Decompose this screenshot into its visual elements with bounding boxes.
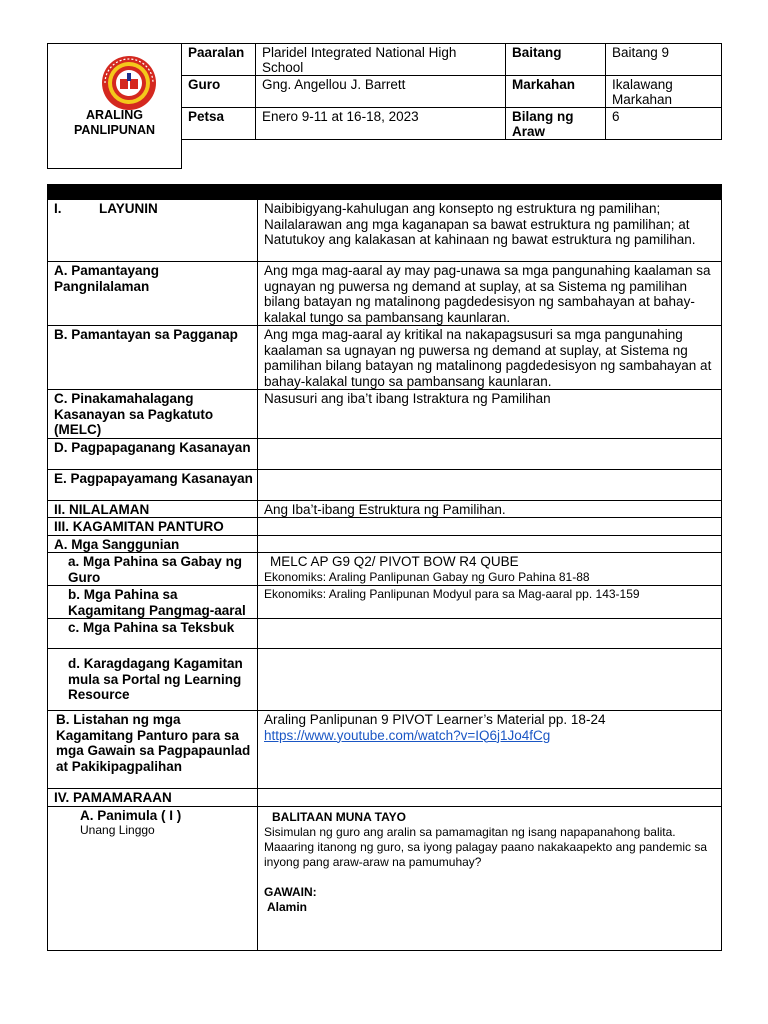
subject-logo-box [47, 43, 182, 169]
header-row-teacher [182, 76, 722, 108]
grade-value: Baitang 9 [606, 44, 722, 76]
a-label: A. Pamantayang Pangnilalaman [48, 262, 258, 326]
gawain-label: GAWAIN: [264, 884, 317, 899]
d-text [258, 438, 722, 469]
row-teksbuk [48, 619, 722, 649]
row-kagamitang-pangmag-aaral [48, 586, 722, 619]
grade-label: Baitang [506, 44, 606, 76]
subject-title [48, 108, 181, 138]
row-listahan-kagamitan [48, 711, 722, 789]
row-pamantayan-pagganap [48, 326, 722, 390]
row-gabay-guro [48, 553, 722, 586]
row-pagpapaganang [48, 438, 722, 469]
quarter-value: Ikalawang Markahan [606, 76, 722, 108]
row-pagpapayamang [48, 469, 722, 500]
panimula-sub: Unang Linggo [80, 823, 155, 837]
panimula-cell [48, 806, 258, 950]
e-label: E. Pagpapayamang Kasanayan [48, 469, 258, 500]
panimula-content [258, 806, 722, 950]
row-nilalaman [48, 500, 722, 518]
alamin-label: Alamin [267, 899, 308, 914]
lesson-plan-table [47, 184, 722, 951]
sb-text: Ekonomiks: Araling Panlipunan Modyul para sa Mag-aaral pp. 143-159 [258, 586, 722, 619]
listahan-label: B. Listahan ng mga Kagamitang Panturo para sa mga Gawain sa Pagpapaunlad at Pakikipagpalihan [48, 711, 258, 789]
days-value: 6 [606, 108, 722, 140]
b-label: B. Pamantayan sa Pagganap [48, 326, 258, 390]
header-row-school [182, 44, 722, 76]
row-pamantayang-pangnilalaman [48, 262, 722, 326]
subject-line-2: PANLIPUNAN [73, 123, 156, 137]
row-pamamaraan [48, 789, 722, 807]
layunin-text: Naibibigyang-kahulugan ang konsepto ng estruktura ng pamilihan; Nailalarawan ang mga kaganapan sa bawat estruktura ng pamilihan; at Natutukoy ang kalakasan at kahinaan ng bawat estruktura ng pamilihan. [258, 200, 722, 262]
date-label: Petsa [182, 108, 256, 140]
ii-label: II. NILALAMAN [48, 500, 258, 518]
sa-text-2: Ekonomiks: Araling Panlipunan Gabay ng Guro Pahina 81-88 [264, 569, 590, 584]
school-value: Plaridel Integrated National High School [256, 44, 506, 76]
row-kagamitan-panturo [48, 518, 722, 536]
row-panimula [48, 806, 722, 950]
row-sanggunian [48, 535, 722, 553]
date-value: Enero 9-11 at 16-18, 2023 [256, 108, 506, 140]
c-text: Nasusuri ang iba’t ibang Istraktura ng Pamilihan [258, 390, 722, 439]
sd-label: d. Karagdagang Kagamitan mula sa Portal ng Learning Resource [48, 649, 258, 711]
panimula-label: A. Panimula ( I ) [80, 807, 182, 823]
quarter-label: Markahan [506, 76, 606, 108]
days-label: Bilang ng Araw [506, 108, 606, 140]
balitaan-text: Sisimulan ng guro ang aralin sa pamamagitan ng isang napapanahong balita. Maaaring itanong ng guro, sa iyong palagay paano nakakaapekto ang pandemic sa inyong pang araw-araw na pamumuhay? [264, 824, 707, 869]
sa-text-1: MELC AP G9 Q2/ PIVOT BOW R4 QUBE [270, 554, 519, 569]
iv-label: IV. PAMAMARAAN [48, 789, 258, 807]
row-karagdagang-kagamitan [48, 649, 722, 711]
school-seal-icon [101, 55, 157, 111]
sc-label: c. Mga Pahina sa Teksbuk [48, 619, 258, 649]
header-info-table [181, 43, 722, 140]
header-row-date [182, 108, 722, 140]
a-text: Ang mga mag-aaral ay may pag-unawa sa mga pangunahing kaalaman sa ugnayan ng puwersa ng demand at suplay, at sa Sistema ng pamilihan bilang batayan ng matalinong pagdedesisyon ng sambahayan at bahay-kalakal tungo sa pambansang kaunlaran. [258, 262, 722, 326]
teacher-value: Gng. Angellou J. Barrett [256, 76, 506, 108]
d-label: D. Pagpapaganang Kasanayan [48, 438, 258, 469]
subject-line-1: ARALING [86, 108, 143, 122]
ii-text: Ang Iba’t-ibang Estruktura ng Pamilihan. [258, 500, 722, 518]
b-text: Ang mga mag-aaral ay kritikal na nakapagsusuri sa mga pangunahing kaalaman sa ugnayan ng puwersa ng demand at suplay, at Sistema ng pamilihan bilang batayan ng matalinong pagdedesisyon ng sambahayan at bahay-kalakal tungo sa pambansang kaunlaran. [258, 326, 722, 390]
c-label: C. Pinakamahalagang Kasanayan sa Pagkatuto (MELC) [48, 390, 258, 439]
row-melc [48, 390, 722, 439]
sanggunian-label: A. Mga Sanggunian [48, 535, 258, 553]
e-text [258, 469, 722, 500]
iii-label: III. KAGAMITAN PANTURO [48, 518, 258, 536]
sa-cell [258, 553, 722, 586]
school-label: Paaralan [182, 44, 256, 76]
sa-label: a. Mga Pahina sa Gabay ng Guro [48, 553, 258, 586]
listahan-cell [258, 711, 722, 789]
youtube-link[interactable]: https://www.youtube.com/watch?v=IQ6j1Jo4fCg [264, 727, 551, 743]
layunin-label: I. LAYUNIN [48, 200, 258, 262]
black-header-bar [48, 185, 722, 200]
listahan-text: Araling Panlipunan 9 PIVOT Learner’s Material pp. 18-24 [264, 712, 606, 727]
sb-label: b. Mga Pahina sa Kagamitang Pangmag-aaral [48, 586, 258, 619]
balitaan-title: BALITAAN MUNA TAYO [272, 809, 406, 824]
row-layunin [48, 200, 722, 262]
teacher-label: Guro [182, 76, 256, 108]
